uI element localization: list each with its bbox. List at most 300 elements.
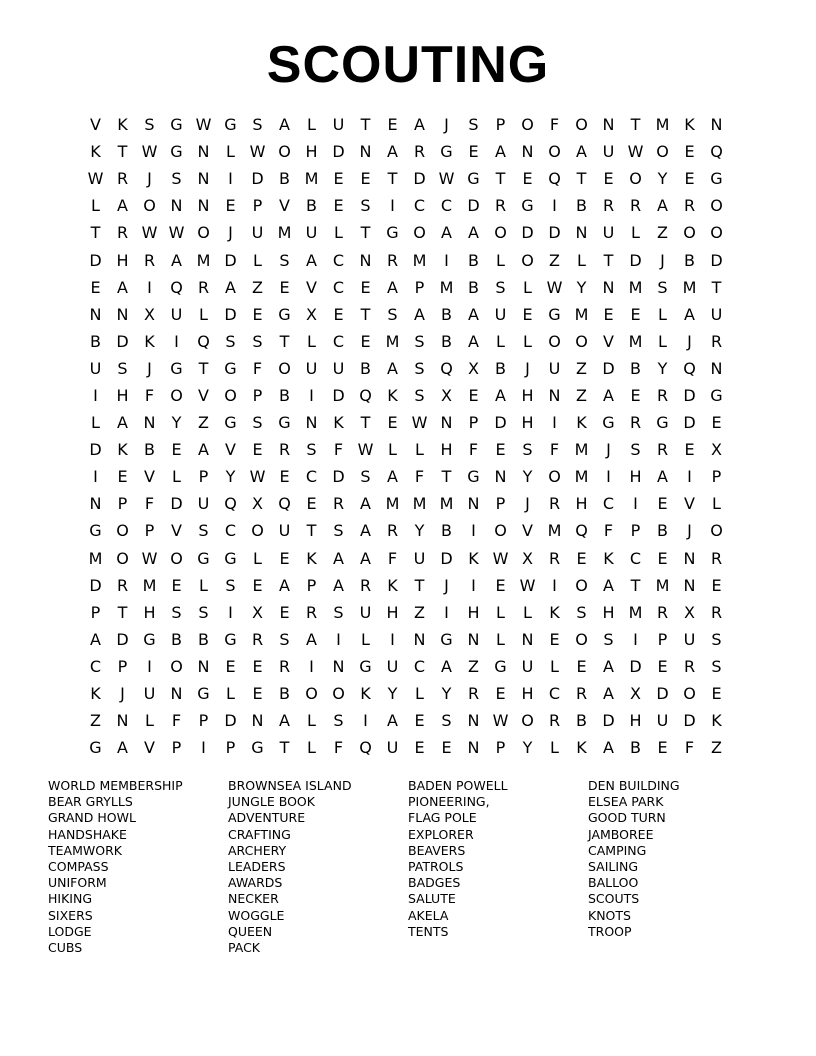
grid-letter: K [468,548,479,568]
grid-letter: O [710,196,723,216]
grid-row [82,680,730,707]
grid-letter: M [574,440,589,460]
word-list-item: HANDSHAKE [48,826,127,842]
grid-letter: A [603,575,614,595]
grid-letter: W [492,711,509,731]
grid-letter: H [602,602,615,622]
grid-letter: A [117,413,128,433]
grid-letter: D [467,196,480,216]
word-list-item: ARCHERY [228,842,287,858]
grid-letter: J [525,358,530,378]
word-list-item: WOGGLE [228,907,285,923]
grid-letter: U [251,223,264,243]
grid-letter: N [602,277,615,297]
word-list-item: SALUTE [408,891,456,907]
grid-letter: R [683,656,696,676]
word-list-item: QUEEN [228,923,273,939]
grid-letter: V [144,738,155,758]
grid-letter: R [548,711,561,731]
grid-letter: V [522,521,533,541]
grid-letter: L [91,413,100,433]
grid-letter: S [225,575,236,595]
grid-letter: B [468,277,479,297]
grid-letter: V [171,521,182,541]
grid-letter: P [144,521,155,541]
grid-letter: J [525,494,530,514]
grid-letter: G [224,548,237,568]
word-list-item: EXPLORER [408,826,474,842]
grid-letter: A [468,304,479,324]
grid-letter: B [144,440,155,460]
grid-letter: D [332,142,345,162]
grid-letter: S [711,629,722,649]
grid-letter: W [438,169,455,189]
word-list-item: SCOUTS [588,891,640,907]
grid-letter: T [360,223,371,243]
grid-letter: G [359,656,372,676]
word-list-item: ELSEA PARK [588,794,664,810]
grid-letter: I [228,602,233,622]
grid-letter: D [170,494,183,514]
grid-letter: L [496,629,505,649]
grid-letter: N [359,250,372,270]
grid-letter: U [359,602,372,622]
grid-letter: W [141,548,158,568]
grid-row [82,626,730,653]
grid-letter: P [495,738,506,758]
grid-letter: T [117,142,128,162]
grid-letter: E [684,142,695,162]
grid-row [82,734,730,761]
grid-letter: M [574,467,589,487]
grid-letter: J [120,684,125,704]
grid-letter: P [225,738,236,758]
grid-letter: Q [710,142,723,162]
grid-letter: M [547,521,562,541]
grid-letter: E [576,656,587,676]
grid-letter: L [307,115,316,135]
grid-letter: R [710,602,723,622]
grid-letter: A [414,304,425,324]
grid-letter: N [197,169,210,189]
grid-letter: A [603,656,614,676]
grid-letter: G [170,358,183,378]
grid-letter: Y [522,467,533,487]
grid-letter: B [630,738,641,758]
grid-letter: S [252,331,263,351]
grid-letter: K [333,413,344,433]
grid-letter: N [116,711,129,731]
grid-letter: G [224,629,237,649]
grid-letter: Z [468,656,479,676]
grid-letter: W [519,575,536,595]
word-list-item: BALLOO [588,875,639,891]
grid-letter: N [602,115,615,135]
grid-letter: R [656,385,669,405]
grid-letter: O [629,169,642,189]
grid-letter: G [710,385,723,405]
grid-letter: K [360,684,371,704]
grid-letter: L [145,711,154,731]
grid-letter: M [196,250,211,270]
grid-letter: N [683,575,696,595]
grid-letter: I [93,467,98,487]
grid-letter: F [414,467,425,487]
grid-letter: R [116,169,129,189]
grid-letter: L [334,223,343,243]
grid-letter: D [224,304,237,324]
grid-letter: G [170,142,183,162]
word-list-item: GOOD TURN [588,810,666,826]
grid-letter: H [305,142,318,162]
grid-letter: O [521,250,534,270]
grid-letter: E [90,277,101,297]
grid-letter: K [576,413,587,433]
grid-letter: L [226,684,235,704]
grid-letter: R [143,250,156,270]
grid-letter: A [117,196,128,216]
grid-letter: N [521,629,534,649]
grid-letter: M [142,575,157,595]
grid-letter: L [523,602,532,622]
grid-letter: A [225,277,236,297]
grid-letter: J [660,250,665,270]
grid-letter: L [172,467,181,487]
grid-letter: D [116,629,129,649]
grid-letter: G [224,115,237,135]
grid-letter: F [144,385,155,405]
grid-letter: K [387,385,398,405]
word-list-item: CUBS [48,940,83,956]
word-list-item: DEN BUILDING [588,778,680,793]
grid-letter: E [468,385,479,405]
grid-letter: I [228,169,233,189]
grid-row [82,219,730,246]
word-list-item: HIKING [48,891,93,907]
grid-letter: A [468,331,479,351]
grid-letter: O [548,331,561,351]
word-list-item: SAILING [588,859,639,875]
grid-letter: T [441,467,452,487]
word-list-item: PATROLS [408,859,464,875]
grid-letter: L [253,548,262,568]
grid-letter: B [90,331,101,351]
grid-letter: B [495,358,506,378]
grid-letter: N [170,196,183,216]
grid-letter: R [386,521,399,541]
grid-letter: E [414,738,425,758]
grid-row [82,246,730,273]
word-list-item: COMPASS [48,859,109,875]
grid-letter: P [414,277,425,297]
word-list-item: UNIFORM [48,875,107,891]
grid-letter: A [387,711,398,731]
grid-letter: N [683,548,696,568]
grid-letter: M [574,304,589,324]
grid-letter: U [494,304,507,324]
grid-letter: Z [576,385,587,405]
grid-letter: G [197,684,210,704]
grid-letter: D [683,413,696,433]
word-list-item: KNOTS [588,907,631,923]
grid-letter: O [413,223,426,243]
grid-letter: O [548,142,561,162]
grid-letter: I [309,656,314,676]
grid-letter: C [440,196,453,216]
grid-letter: E [441,738,452,758]
grid-letter: U [143,684,156,704]
grid-letter: S [576,602,587,622]
grid-letter: O [683,223,696,243]
grid-letter: B [441,521,452,541]
grid-letter: S [603,629,614,649]
grid-letter: U [278,521,291,541]
grid-letter: U [386,656,399,676]
word-column [48,778,228,956]
grid-letter: K [117,440,128,460]
word-list-item: BEAR GRYLLS [48,794,133,810]
grid-letter: O [251,521,264,541]
grid-letter: T [603,250,614,270]
grid-letter: O [143,196,156,216]
grid-letter: U [521,656,534,676]
grid-letter: B [576,711,587,731]
grid-letter: R [116,575,129,595]
grid-letter: L [658,304,667,324]
grid-letter: D [683,385,696,405]
grid-letter: D [440,548,453,568]
grid-letter: R [305,602,318,622]
grid-letter: B [279,385,290,405]
grid-letter: O [575,629,588,649]
grid-letter: Q [359,738,372,758]
grid-letter: S [657,277,668,297]
grid-letter: H [116,385,129,405]
word-list-item: WORLD MEMBERSHIP [48,778,183,793]
word-column [588,778,768,956]
grid-letter: D [629,250,642,270]
word-list-item: TENTS [408,923,449,939]
grid-letter: S [468,115,479,135]
grid-letter: A [333,575,344,595]
grid-letter: E [279,602,290,622]
grid-letter: A [306,629,317,649]
grid-letter: O [332,684,345,704]
grid-letter: R [413,142,426,162]
grid-letter: M [304,169,319,189]
grid-letter: R [548,548,561,568]
grid-letter: O [278,358,291,378]
grid-letter: L [415,684,424,704]
grid-letter: P [306,575,317,595]
grid-letter: H [629,467,642,487]
word-list-item: AWARDS [228,875,283,891]
grid-letter: G [89,521,102,541]
grid-letter: L [658,331,667,351]
grid-letter: T [198,358,209,378]
grid-letter: I [174,331,179,351]
grid-letter: B [657,521,668,541]
word-list-item: SIXERS [48,907,93,923]
grid-letter: A [279,115,290,135]
grid-letter: E [387,413,398,433]
grid-letter: S [387,304,398,324]
word-list-item: TEAMWORK [48,842,122,858]
grid-letter: I [444,602,449,622]
page-title: SCOUTING [266,36,550,94]
grid-letter: S [198,521,209,541]
grid-letter: S [333,521,344,541]
grid-letter: W [87,169,104,189]
grid-letter: S [198,602,209,622]
grid-letter: S [333,602,344,622]
grid-letter: W [249,467,266,487]
grid-letter: D [710,250,723,270]
grid-letter: M [628,602,643,622]
grid-letter: L [523,331,532,351]
grid-letter: B [306,196,317,216]
grid-letter: N [521,142,534,162]
grid-letter: E [252,575,263,595]
grid-letter: I [552,196,557,216]
grid-letter: F [549,115,560,135]
grid-letter: G [602,413,615,433]
grid-letter: J [687,331,692,351]
grid-letter: R [494,196,507,216]
grid-letter: S [360,467,371,487]
grid-letter: L [631,223,640,243]
grid-letter: A [657,467,668,487]
grid-letter: G [467,169,480,189]
word-list-item: CRAFTING [228,826,291,842]
grid-letter: R [116,223,129,243]
grid-letter: K [306,548,317,568]
grid-letter: E [252,656,263,676]
grid-letter: K [117,115,128,135]
grid-letter: V [225,440,236,460]
grid-letter: U [89,358,102,378]
grid-letter: D [683,711,696,731]
grid-letter: E [252,684,263,704]
grid-letter: I [147,656,152,676]
grid-letter: J [228,223,233,243]
word-list-item: LEADERS [228,859,286,875]
grid-letter: N [548,385,561,405]
grid-letter: P [495,115,506,135]
grid-letter: M [655,115,670,135]
grid-letter: C [413,656,426,676]
grid-letter: O [710,223,723,243]
grid-letter: I [147,277,152,297]
grid-letter: F [171,711,182,731]
letter-grid [82,111,730,761]
grid-letter: L [577,250,586,270]
grid-letter: H [521,413,534,433]
grid-letter: E [630,385,641,405]
grid-letter: V [198,385,209,405]
grid-row [82,382,730,409]
grid-letter: R [710,331,723,351]
grid-letter: I [552,575,557,595]
grid-letter: Q [548,169,561,189]
grid-letter: F [603,521,614,541]
grid-letter: D [494,413,507,433]
grid-letter: O [521,115,534,135]
grid-letter: L [523,277,532,297]
grid-letter: O [116,548,129,568]
word-list-item: PIONEERING, [408,794,490,810]
grid-letter: E [333,304,344,324]
grid-letter: U [656,711,669,731]
grid-letter: E [279,548,290,568]
grid-letter: O [278,142,291,162]
grid-letter: Z [414,602,425,622]
grid-letter: A [576,142,587,162]
grid-letter: S [414,385,425,405]
grid-letter: G [548,304,561,324]
grid-letter: L [307,711,316,731]
grid-letter: G [89,738,102,758]
word-list-item: PACK [228,940,260,956]
grid-letter: A [279,575,290,595]
grid-letter: X [252,494,263,514]
grid-letter: H [440,440,453,460]
grid-letter: J [606,440,611,460]
grid-letter: H [143,602,156,622]
grid-letter: P [252,385,263,405]
grid-letter: A [603,738,614,758]
grid-letter: U [413,548,426,568]
grid-letter: C [413,196,426,216]
grid-letter: I [606,467,611,487]
word-list-item: BEAVERS [408,842,466,858]
grid-letter: M [655,575,670,595]
grid-letter: I [390,629,395,649]
grid-letter: R [278,440,291,460]
grid-letter: D [89,250,102,270]
grid-letter: K [576,738,587,758]
grid-letter: E [333,169,344,189]
grid-letter: T [279,331,290,351]
grid-letter: S [414,358,425,378]
grid-letter: Z [576,358,587,378]
grid-letter: O [683,684,696,704]
grid-letter: M [385,331,400,351]
grid-letter: S [414,331,425,351]
grid-letter: P [468,413,479,433]
grid-letter: C [89,656,102,676]
word-list-item: TROOP [588,923,632,939]
grid-letter: K [90,684,101,704]
grid-letter: E [657,494,668,514]
grid-letter: N [575,223,588,243]
grid-letter: L [199,575,208,595]
grid-letter: T [576,169,587,189]
grid-letter: Y [414,521,425,541]
grid-letter: I [633,629,638,649]
grid-letter: J [147,358,152,378]
grid-letter: B [198,629,209,649]
grid-letter: A [441,223,452,243]
grid-letter: D [602,358,615,378]
grid-letter: U [197,494,210,514]
grid-letter: O [170,548,183,568]
grid-letter: V [684,494,695,514]
grid-letter: H [521,385,534,405]
grid-letter: B [360,358,371,378]
grid-row [82,192,730,219]
grid-row [82,653,730,680]
